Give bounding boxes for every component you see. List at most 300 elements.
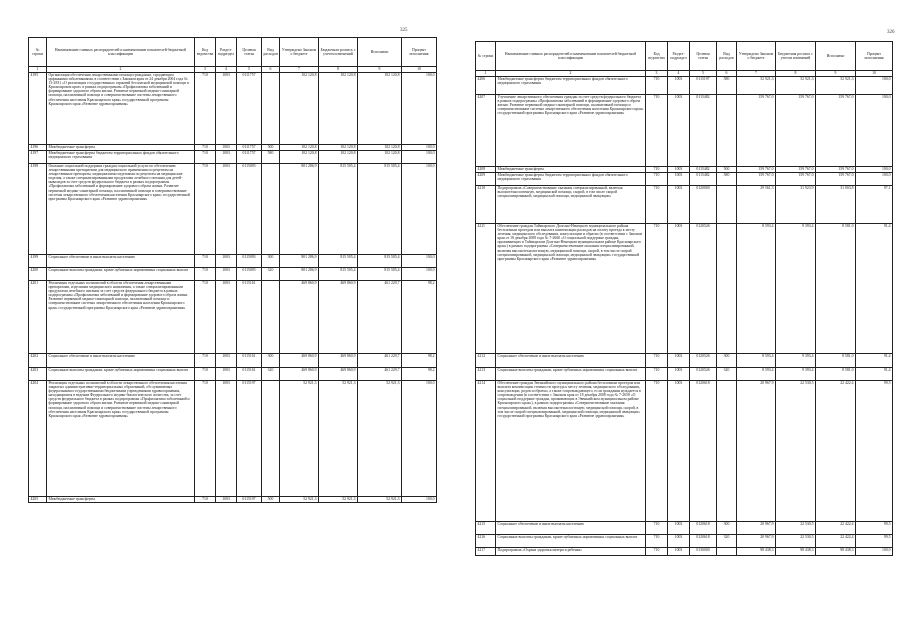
row-name: Реализация отдельных полномочий в области обеспечения лекарственными препаратами, изделиями медицинского назначения, а также специализированными продуктами лечебного питания за счет средств федерального бюджета в рамках подпрограммы «Профилактика заболеваний и формирование здорового образа жизни. Развитие первичной медико-санитарной помощи, паллиативной помощи и совершенствование системы лекарственного обеспечения населения Красноярского края» государственной программы Красноярского края «Развитие здравоохранения» — [47, 281, 195, 354]
execution-percent: 91,4 — [856, 368, 893, 381]
target-article-code: 0115093 — [237, 255, 262, 268]
row-name: Межбюджетные трансферты — [47, 497, 195, 503]
section-code: 1003 — [216, 354, 237, 368]
target-article-code: 0115161 — [237, 354, 262, 368]
column-number: 5 — [237, 67, 262, 73]
target-article-code: 0120526 — [690, 354, 717, 368]
department-code: 710 — [646, 167, 668, 173]
department-code: 710 — [195, 268, 216, 281]
approved-amount: 52 921,3 — [280, 381, 319, 497]
department-code: 710 — [646, 535, 668, 548]
approved-amount: 159 767,0 — [737, 173, 776, 186]
approved-amount: 102 120,8 — [280, 151, 319, 164]
header-cell: Наименование главных распорядителей и наименование показателей бюджетной классификации — [496, 42, 646, 71]
row-name: Подпрограмма «Совершенствование оказания специализированной, включая высокотехнологичную, медицинской помощи, скорой, в том числе скорой специализированной, медицинской помощи, медицинской эвакуации» — [496, 186, 646, 224]
page-number: 326 — [887, 30, 895, 35]
executed-amount: 8 581,0 — [816, 368, 856, 381]
section-code: 1003 — [668, 535, 690, 548]
approved-amount: 20 967,9 — [737, 381, 776, 522]
target-article-code: 0115482 — [690, 95, 717, 167]
section-code: 1003 — [668, 95, 690, 167]
department-code: 710 — [646, 548, 668, 556]
department-code: 710 — [195, 255, 216, 268]
department-code: 710 — [646, 224, 668, 354]
executed-amount: 22 422,4 — [816, 381, 856, 522]
target-article-code: 0115197 — [237, 381, 262, 497]
header-cell: № строки — [476, 42, 496, 71]
executed-amount: 159 767,0 — [816, 173, 856, 186]
column-number: 4 — [216, 67, 237, 73]
section-code: 1003 — [216, 151, 237, 164]
expense-type-code — [262, 164, 280, 255]
table-row — [476, 368, 893, 381]
expense-type-code: 580 — [717, 173, 737, 186]
execution-percent: 100,0 — [856, 77, 893, 95]
budget-amount: 52 921,3 — [319, 381, 358, 497]
row-number: 4203 — [29, 368, 47, 381]
row-number: 4207 — [476, 95, 496, 167]
expense-type-code — [717, 224, 737, 354]
approved-amount: 8 593,4 — [737, 368, 776, 381]
row-number: 4206 — [476, 77, 496, 95]
execution-percent: 100,0 — [402, 145, 437, 151]
budget-amount: 815 505,4 — [319, 164, 358, 255]
row-name: Социальные выплаты гражданам, кроме публичных нормативных социальных выплат — [496, 368, 646, 381]
budget-amount: 469 860,9 — [319, 281, 358, 354]
table-row — [29, 73, 437, 145]
executed-amount: 102 120,8 — [358, 145, 402, 151]
budget-amount: 159 767,0 — [776, 173, 816, 186]
header-cell: Целевая статья — [237, 38, 262, 67]
table-row — [476, 224, 893, 354]
expense-type-code — [262, 73, 280, 145]
column-number: 6 — [717, 71, 737, 77]
table-body — [476, 77, 893, 556]
header-cell: Наименование главных распорядителей и наименование показателей бюджетной классификации — [47, 38, 195, 67]
department-code: 710 — [646, 186, 668, 224]
expense-type-code — [262, 281, 280, 354]
table-row — [29, 164, 437, 255]
executed-amount: 815 505,4 — [358, 164, 402, 255]
row-number: 4204 — [29, 381, 47, 497]
table-row — [29, 354, 437, 368]
approved-amount: 52 921,3 — [280, 497, 319, 503]
target-article-code: 0115482 — [690, 167, 717, 173]
expense-type-code: 320 — [717, 368, 737, 381]
execution-percent: 100,0 — [856, 173, 893, 186]
budget-amount: 815 505,4 — [319, 268, 358, 281]
department-code: 710 — [646, 381, 668, 522]
budget-amount: 102 120,8 — [319, 151, 358, 164]
target-article-code: 0115197 — [690, 77, 717, 95]
department-code: 710 — [195, 73, 216, 145]
budget-amount: 22 530,5 — [776, 522, 816, 535]
column-number: 9 — [358, 67, 402, 73]
approved-amount: 102 120,8 — [280, 73, 319, 145]
budget-amount: 102 120,8 — [319, 73, 358, 145]
target-article-code: 0115482 — [690, 173, 717, 186]
row-number: 4217 — [476, 548, 496, 556]
expense-type-code — [717, 548, 737, 556]
target-article-code: 0115093 — [237, 164, 262, 255]
executed-amount: 159 767,0 — [816, 95, 856, 167]
table-row — [476, 173, 893, 186]
approved-amount: 29 561,3 — [737, 186, 776, 224]
target-article-code: 0120618 — [690, 522, 717, 535]
column-number: 2 — [47, 67, 195, 73]
row-name: Социальное обеспечение и иные выплаты населению — [47, 255, 195, 268]
right-page — [455, 0, 905, 640]
row-name: Межбюджетные трансферты — [496, 167, 646, 173]
row-number: 4213 — [476, 368, 496, 381]
header-row — [29, 38, 437, 67]
execution-percent: 99,5 — [856, 522, 893, 535]
execution-percent: 100,0 — [856, 95, 893, 167]
row-number: 4205 — [29, 497, 47, 503]
section-code: 1003 — [216, 255, 237, 268]
row-number: 4208 — [476, 167, 496, 173]
header-cell: Бюджетная роспись с учетом изменений — [319, 38, 358, 67]
header-cell: Раздел-подраздел — [216, 38, 237, 67]
expense-type-code: 300 — [262, 354, 280, 368]
department-code: 710 — [195, 164, 216, 255]
section-code: 1003 — [668, 186, 690, 224]
row-name: Социальные выплаты гражданам, кроме публичных нормативных социальных выплат — [47, 268, 195, 281]
table-row — [29, 281, 437, 354]
section-code: 1003 — [668, 354, 690, 368]
row-name: Обеспечение граждан Эвенкийского муниципального района бесплатным проездом или выплата компенсации стоимости проезда к месту лечения, медицинского обследования, консультации, родов и обратно, а также сопровождающего, если гражданин нуждается в сопровождении (в соответствии с Законом края от 18 декабря 2008 года № 7-2658 «О социальной поддержке граждан, проживающих в Эвенкийском муниципальном районе Красноярского края»), в рамках подпрограммы «Совершенствование оказания специализированной, включая высокотехнологичную, медицинской помощи, скорой, в том числе скорой специализированной, медицинской помощи, медицинской эвакуации» государственной программы Красноярского края «Развитие здравоохранения» — [496, 381, 646, 522]
header-cell: Бюджетная роспись с учетом изменений — [776, 42, 816, 71]
target-article-code: 0111757 — [237, 73, 262, 145]
budget-amount: 22 530,5 — [776, 381, 816, 522]
target-article-code: 0111757 — [237, 151, 262, 164]
header-cell: Исполнено — [816, 42, 856, 71]
header-cell: Вид расходов — [262, 38, 280, 67]
table-row — [29, 368, 437, 381]
expense-type-code — [262, 381, 280, 497]
header-cell: Код ведомства — [195, 38, 216, 67]
header-cell: Код ведомства — [646, 42, 668, 71]
budget-amount: 469 860,9 — [319, 354, 358, 368]
table-row — [29, 381, 437, 497]
section-code: 1003 — [216, 497, 237, 503]
approved-amount: 8 593,4 — [737, 224, 776, 354]
budget-amount: 9 393,4 — [776, 354, 816, 368]
section-code: 1003 — [668, 548, 690, 556]
row-number: 4199 — [29, 255, 47, 268]
executed-amount: 102 120,8 — [358, 151, 402, 164]
table-body — [29, 73, 437, 503]
department-code: 710 — [195, 354, 216, 368]
section-code: 1003 — [216, 164, 237, 255]
section-code: 1003 — [668, 224, 690, 354]
column-number: 1 — [29, 67, 47, 73]
row-number: 4216 — [476, 535, 496, 548]
execution-percent: 99,5 — [856, 535, 893, 548]
section-code: 1003 — [216, 368, 237, 381]
department-code: 710 — [646, 368, 668, 381]
column-number: 9 — [816, 71, 856, 77]
table-row — [29, 255, 437, 268]
execution-percent: 97,1 — [856, 186, 893, 224]
executed-amount: 52 921,3 — [358, 381, 402, 497]
table-row — [29, 497, 437, 503]
execution-percent: 100,0 — [402, 151, 437, 164]
table-row — [29, 268, 437, 281]
table-row — [476, 522, 893, 535]
department-code: 710 — [195, 381, 216, 497]
approved-amount: 801 286,9 — [280, 164, 319, 255]
executed-amount: 8 581,0 — [816, 354, 856, 368]
row-number: 4210 — [476, 186, 496, 224]
header-row — [476, 42, 893, 71]
budget-amount: 159 767,0 — [776, 167, 816, 173]
execution-percent: 100,0 — [402, 268, 437, 281]
row-number: 4202 — [29, 354, 47, 368]
budget-amount: 815 505,4 — [319, 255, 358, 268]
section-code: 1003 — [216, 281, 237, 354]
budget-amount: 52 921,3 — [319, 497, 358, 503]
row-number: 4201 — [29, 281, 47, 354]
row-number: 4198 — [29, 164, 47, 255]
section-code: 1003 — [668, 522, 690, 535]
section-code: 1003 — [216, 145, 237, 151]
header-cell: Раздел-подраздел — [668, 42, 690, 71]
approved-amount: 159 767,0 — [737, 167, 776, 173]
budget-amount: 102 120,8 — [319, 145, 358, 151]
header-cell: Утверждено Законом о бюджете — [280, 38, 319, 67]
row-name: Межбюджетные трансферты бюджетам территориальных фондов обязательного медицинского страхования — [47, 151, 195, 164]
budget-amount: 9 393,4 — [776, 224, 816, 354]
row-number: 4209 — [476, 173, 496, 186]
budget-amount: 52 921,3 — [776, 77, 816, 95]
approved-amount: 801 286,9 — [280, 255, 319, 268]
executed-amount: 815 505,4 — [358, 255, 402, 268]
execution-percent: 99,5 — [856, 381, 893, 522]
row-number: 4196 — [29, 145, 47, 151]
expense-type-code — [717, 186, 737, 224]
executed-amount: 102 120,8 — [358, 73, 402, 145]
execution-percent: 98,2 — [402, 281, 437, 354]
table-row — [476, 186, 893, 224]
section-code: 1003 — [668, 173, 690, 186]
row-name: Организация обеспечения лекарственными помощи гражданам, страдающим орфанными заболеваниями, в соответствии с Законом края от 24 декабря 2004 года № 13-2831 «О реализации государственных гарантий бесплатной медицинской помощи в Красноярском крае» в рамках подпрограммы «Профилактика заболеваний и формирование здорового образа жизни. Развитие первичной медико-санитарной помощи, паллиативной помощи и совершенствование системы лекарственного обеспечения населения Красноярского края» государственной программы Красноярского края «Развитие здравоохранения» — [47, 73, 195, 145]
column-number: 1 — [476, 71, 496, 77]
execution-percent: 100,0 — [402, 73, 437, 145]
table-row — [476, 95, 893, 167]
approved-amount: 469 860,9 — [280, 368, 319, 381]
execution-percent: 98,2 — [402, 354, 437, 368]
row-number: 4200 — [29, 268, 47, 281]
header-cell: Вид расходов — [717, 42, 737, 71]
approved-amount: 20 967,9 — [737, 535, 776, 548]
approved-amount: 20 967,9 — [737, 522, 776, 535]
executed-amount: 31 003,8 — [816, 186, 856, 224]
column-number: 6 — [262, 67, 280, 73]
row-name: Оказание социальной поддержки граждан социальной услуги по обеспечению лекарственными препаратами для медицинского применения по рецептам на лекарственные препараты, медицинскими изделиями по рецептам на медицинские изделия, а также специализированными продуктами лечебного питания для детей-инвалидов за счет средств федерального бюджета в рамках подпрограммы «Профилактика заболеваний и формирование здорового образа жизни. Развитие первичной медико-санитарной помощи, паллиативной помощи и совершенствование системы лекарственного обеспечения населения Красноярского края» государственной программы Красноярского края «Развитие здравоохранения» — [47, 164, 195, 255]
row-name: Социальные выплаты гражданам, кроме публичных нормативных социальных выплат — [47, 368, 195, 381]
expense-type-code: 580 — [717, 77, 737, 95]
approved-amount: 159 767,0 — [737, 95, 776, 167]
column-number: 4 — [668, 71, 690, 77]
expense-type-code: 300 — [262, 255, 280, 268]
column-number: 3 — [195, 67, 216, 73]
executed-amount: 159 767,0 — [816, 167, 856, 173]
column-number: 2 — [496, 71, 646, 77]
expense-type-code: 500 — [717, 167, 737, 173]
target-article-code: 0130000 — [690, 548, 717, 556]
expense-type-code: 300 — [717, 522, 737, 535]
table-row — [476, 548, 893, 556]
execution-percent: 100,0 — [402, 497, 437, 503]
section-code: 1003 — [216, 268, 237, 281]
row-number: 4214 — [476, 381, 496, 522]
header-cell: Исполнено — [358, 38, 402, 67]
target-article-code: 0120526 — [690, 368, 717, 381]
executed-amount: 8 581,0 — [816, 224, 856, 354]
executed-amount: 22 422,4 — [816, 535, 856, 548]
row-number: 4211 — [476, 224, 496, 354]
column-number: 10 — [402, 67, 437, 73]
approved-amount: 102 120,8 — [280, 145, 319, 151]
column-number: 7 — [737, 71, 776, 77]
row-name: Социальное обеспечение и иные выплаты населению — [496, 522, 646, 535]
department-code: 710 — [646, 173, 668, 186]
header-cell: Утверждено Законом о бюджете — [737, 42, 776, 71]
column-number: 8 — [319, 67, 358, 73]
expense-type-code: 320 — [717, 535, 737, 548]
row-name: Социальное обеспечение и иные выплаты населению — [496, 354, 646, 368]
column-number: 8 — [776, 71, 816, 77]
department-code: 710 — [646, 95, 668, 167]
target-article-code: 0111757 — [237, 145, 262, 151]
department-code: 710 — [195, 368, 216, 381]
row-number: 4212 — [476, 354, 496, 368]
approved-amount: 8 593,4 — [737, 354, 776, 368]
row-number: 4215 — [476, 522, 496, 535]
department-code: 710 — [646, 354, 668, 368]
target-article-code: 0115161 — [237, 368, 262, 381]
row-name: Межбюджетные трансферты — [47, 145, 195, 151]
executed-amount: 461 229,7 — [358, 354, 402, 368]
page-number: 325 — [400, 28, 408, 33]
execution-percent: 91,4 — [856, 224, 893, 354]
column-number: 7 — [280, 67, 319, 73]
execution-percent: 100,0 — [402, 381, 437, 497]
budget-amount: 9 393,4 — [776, 368, 816, 381]
target-article-code: 0115093 — [237, 268, 262, 281]
section-code: 1003 — [216, 381, 237, 497]
row-name: Улучшение лекарственного обеспечения граждан за счет средств федерального бюджета в рамках подпрограммы «Профилактика заболеваний и формирование здорового образа жизни. Развитие первичной медико-санитарной помощи, паллиативной помощи и совершенствование системы лекарственного обеспечения населения Красноярского края» государственной программы Красноярского края «Развитие здравоохранения» — [496, 95, 646, 167]
header-cell: № строки — [29, 38, 47, 67]
department-code: 710 — [195, 151, 216, 164]
section-code: 1003 — [668, 167, 690, 173]
executed-amount: 815 505,4 — [358, 268, 402, 281]
execution-percent: 98,2 — [402, 368, 437, 381]
budget-amount: 22 530,5 — [776, 535, 816, 548]
column-number: 5 — [690, 71, 717, 77]
expense-type-code: 500 — [262, 497, 280, 503]
department-code: 710 — [646, 77, 668, 95]
approved-amount: 98 438,3 — [737, 548, 776, 556]
approved-amount: 801 286,9 — [280, 268, 319, 281]
column-number: 3 — [646, 71, 668, 77]
approved-amount: 469 860,9 — [280, 354, 319, 368]
execution-percent: 100,0 — [856, 167, 893, 173]
budget-amount: 98 438,3 — [776, 548, 816, 556]
row-name: Межбюджетные трансферты бюджетам территориальных фондов обязательного медицинского страхования — [496, 77, 646, 95]
expense-type-code — [717, 381, 737, 522]
row-name: Социальные выплаты гражданам, кроме публичных нормативных социальных выплат — [496, 535, 646, 548]
execution-percent: 100,0 — [402, 164, 437, 255]
section-code: 1003 — [216, 73, 237, 145]
row-name: Социальное обеспечение и иные выплаты населению — [47, 354, 195, 368]
approved-amount: 52 921,3 — [737, 77, 776, 95]
left-page — [0, 0, 450, 640]
target-article-code: 0120618 — [690, 381, 717, 522]
table-row — [476, 535, 893, 548]
budget-table — [28, 37, 437, 503]
table-row — [476, 381, 893, 522]
header-cell: Целевая статья — [690, 42, 717, 71]
target-article-code: 0120000 — [690, 186, 717, 224]
budget-amount: 469 860,9 — [319, 368, 358, 381]
executed-amount: 52 921,3 — [358, 497, 402, 503]
column-number: 10 — [856, 71, 893, 77]
section-code: 1003 — [668, 77, 690, 95]
table-row — [29, 151, 437, 164]
target-article-code: 0120526 — [690, 224, 717, 354]
budget-amount: 159 767,0 — [776, 95, 816, 167]
section-code: 1003 — [668, 368, 690, 381]
department-code: 710 — [646, 522, 668, 535]
department-code: 710 — [195, 497, 216, 503]
expense-type-code: 500 — [262, 145, 280, 151]
section-code: 1003 — [668, 381, 690, 522]
budget-amount: 31 923,9 — [776, 186, 816, 224]
expense-type-code: 320 — [262, 368, 280, 381]
execution-percent: 100,0 — [856, 548, 893, 556]
department-code: 710 — [195, 281, 216, 354]
target-article-code: 0115161 — [237, 281, 262, 354]
execution-percent: 91,4 — [856, 354, 893, 368]
expense-type-code — [717, 95, 737, 167]
executed-amount: 98 438,3 — [816, 548, 856, 556]
table-row — [476, 77, 893, 95]
executed-amount: 461 229,7 — [358, 368, 402, 381]
expense-type-code: 320 — [262, 268, 280, 281]
target-article-code: 0120618 — [690, 535, 717, 548]
row-number: 4195 — [29, 73, 47, 145]
row-number: 4197 — [29, 151, 47, 164]
executed-amount: 52 921,3 — [816, 77, 856, 95]
budget-table — [475, 41, 893, 556]
row-name: Подпрограмма «Охрана здоровья матери и ребенка» — [496, 548, 646, 556]
row-name: Реализация отдельных полномочий в области лекарственного обеспечения населения закрытых административно-территориальных образований, обслуживаемых федеральными государственными бюджетными учреждениями здравоохранения, находящимися в ведении Федерального медико-биологического агентства, за счет средств федерального бюджета в рамках подпрограммы «Профилактика заболеваний и формирование здорового образа жизни. Развитие первичной медико-санитарной помощи, паллиативной помощи и совершенствование системы лекарственного обеспечения населения Красноярского края» государственной программы Красноярского края «Развитие здравоохранения» — [47, 381, 195, 497]
execution-percent: 100,0 — [402, 255, 437, 268]
row-name: Обеспечение граждан Таймырского Долгано-Ненецкого муниципального района бесплатным проездом или выплата компенсации расходов на оплату проезда к месту лечения, медицинского обследования, консультации и обратно (в соответствии с Законом края от 18 декабря 2008 года № 7-2660 «О социальной поддержке граждан, проживающих в Таймырском Долгано-Ненецком муниципальном районе Красноярского края») в рамках подпрограммы «Совершенствование оказания специализированной, включая высокотехнологичную, медицинской помощи, скорой, в том числе скорой специализированной, медицинской помощи, медицинской эвакуации» государственной программы Красноярского края «Развитие здравоохранения» — [496, 224, 646, 354]
row-name: Межбюджетные трансферты бюджетам территориальных фондов обязательного медицинского страхования — [496, 173, 646, 186]
header-cell: Процент исполнения — [402, 38, 437, 67]
table-row — [476, 354, 893, 368]
target-article-code: 0115197 — [237, 497, 262, 503]
department-code: 710 — [195, 145, 216, 151]
header-cell: Процент исполнения — [856, 42, 893, 71]
expense-type-code: 580 — [262, 151, 280, 164]
approved-amount: 469 860,9 — [280, 281, 319, 354]
executed-amount: 22 422,4 — [816, 522, 856, 535]
executed-amount: 461 229,7 — [358, 281, 402, 354]
